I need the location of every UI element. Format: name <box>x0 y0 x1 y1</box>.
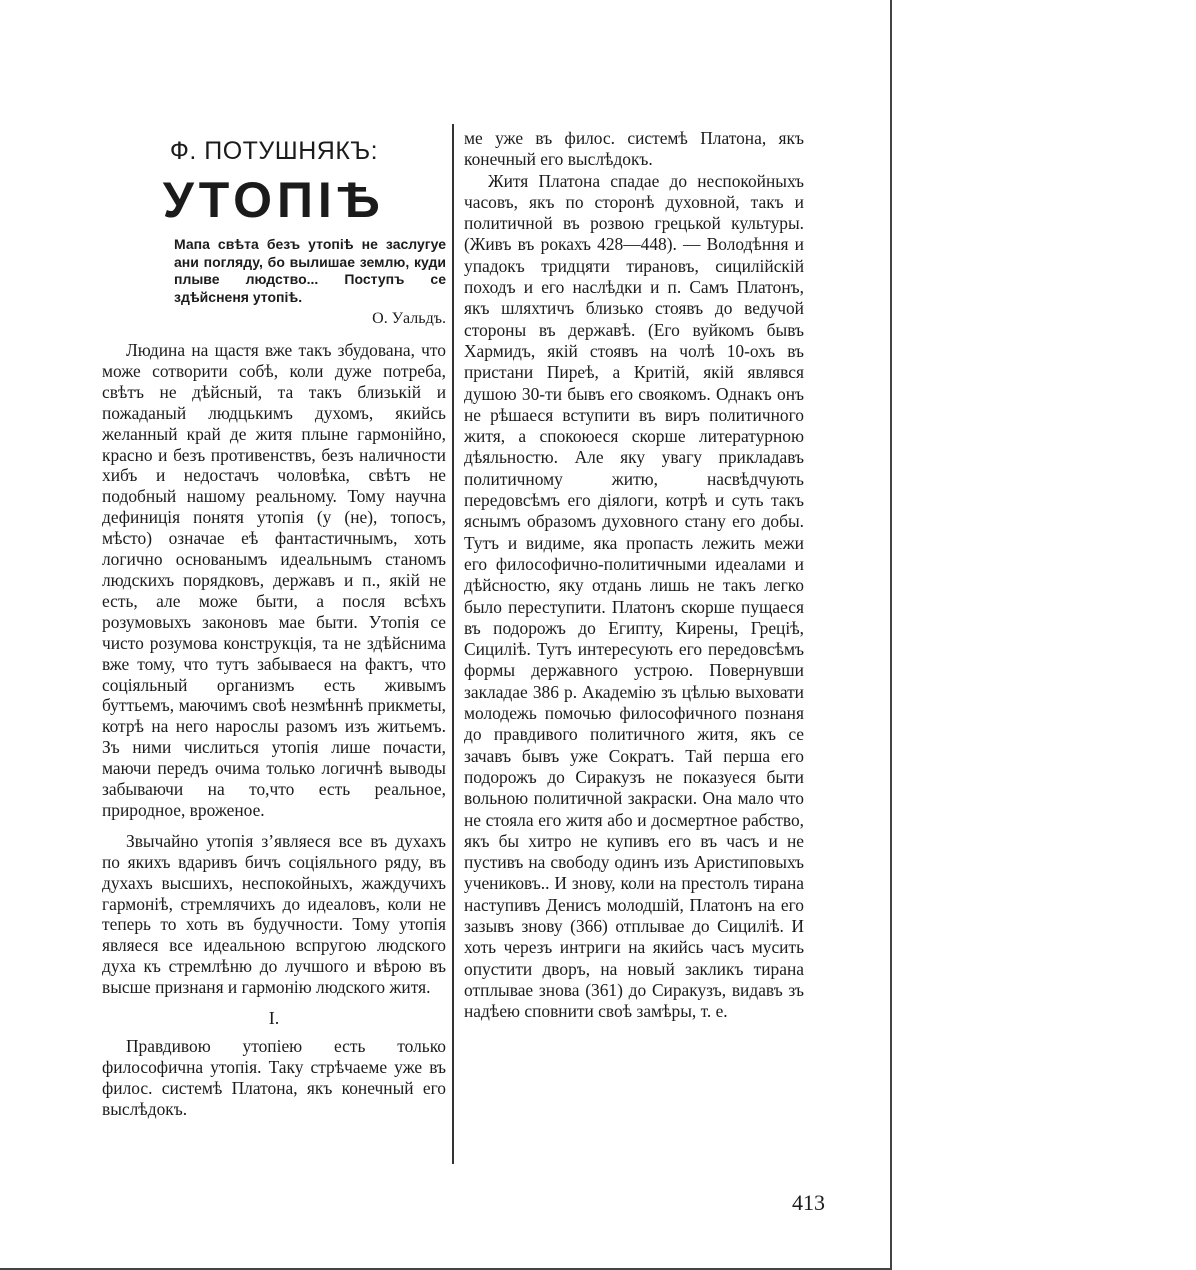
epigraph-text: Мапа свѣта безъ утопіѣ не заслугуе ани погляду, бо вылишае землю, куди плыве людство... Поступъ се здѣйсненя утопіѣ. <box>174 236 446 305</box>
left-column <box>102 136 446 1120</box>
page-number: 413 <box>792 1190 825 1215</box>
section-number: I. <box>268 1008 280 1029</box>
column-divider <box>452 124 454 1164</box>
paragraph-platon: Житя Платона спадае до неспокойныхъ часовъ, якъ по сторонѣ духовной, такъ и политичной въ розвою грецькой культуры. (Живъ въ рокахъ 428—448). — Володѣння и упадокъ тридцяти тирановъ, сицилійскій походъ и его наслѣдки и п. Самъ Платонъ, якъ шляхтичъ близько стоявъ до ведучой стороны въ державѣ. (Его вуйкомъ бывъ Хармидъ, якій стоявъ на чолѣ 10-охъ въ пристани Пиреѣ, а Критій, якій являвся душою 30-ти бывъ его своякомъ. Однакъ онъ не рѣшаеся вступити въ виръ политичного житя, а спокоюеся скорше литературною дѣяльностю. Але яку увагу прикладавъ политичному житю, насвѣдчують передовсѣмъ его діялоги, котрѣ и суть такъ яснымъ образомъ духовного стану его добы. Тутъ и видиме, яка пропасть лежить межи его философично-политичными идеалами и дѣйсностю, яку отдань лишь не такъ легко было переступити. Платонъ скорше пущаеся въ подорожъ до Египту, Кирены, Грецiѣ, Сициліѣ. Тутъ интересують его передовсѣмъ формы державного устрою. Повернувши закладае 386 р. Академію зъ цѣлью выховати молодежь помочью философичного познаня до правдивого политичного житя, якъ се зачавъ бывъ уже Сократъ. Тай перша его подорожъ до Сиракузъ не показуеся быти вольною политичной закраски. Она мало что не стояла его житя або и досмертное рабство, якъ бы хитро не купивъ его въ часъ и не пустивъ на свободу одинъ изъ Аристиповыхъ учениковъ.. И знову, коли на престолъ тирана наступивъ Денисъ молодшій, Платонъ на его зазывъ знову (366) отплывае до Сициліѣ. И хоть черезъ интриги на якийсь часъ мусить опустити дворъ, на новый закликъ тирана отплывае знова (361) до Сиракузъ, видавъ зъ надѣею сповнити своѣ замѣры, т. е. <box>464 170 804 1022</box>
paragraph-2: Звычайно утопія з’являеся все въ духахъ по якихъ вдаривъ бичъ соціяльного ряду, въ духахъ высшихъ, неспокойныхъ, жаждучихъ гармоніѣ, стремлячихъ до идеаловъ, коли не теперь то хоть въ будучности. Тому утопія являеся все идеальною вспругою людского духа къ стремлѣню до лучшого и вѣрою въ высше признаня и гармонію людского житя. <box>102 830 446 998</box>
right-column <box>464 128 804 1022</box>
paragraph-3: Правдивою утопіею есть только философична утопія. Таку стрѣчаеме уже въ филос. системѣ Платона, якъ конечный его выслѣдокъ. <box>102 1036 446 1119</box>
article-title: УТОПІѢ <box>162 172 386 228</box>
paragraph-continuation: ме уже въ филос. системѣ Платона, якъ конечный его выслѣдокъ. <box>464 128 804 170</box>
epigraph-author: О. Уальдъ. <box>372 310 446 327</box>
paragraph-1: Людина на щастя вже такъ збудована, что може сотворити собѣ, коли дуже потреба, свѣтъ не дѣйсный, та такъ близькій и пожаданый людцькимъ духомъ, якийсь желанный край де житя плыне гармонійно, красно и безъ противенствъ, безъ наличности хибъ и недостачъ чоловѣка, свѣтъ не подобный нашому реальному. Тому научна дефиниція понятя утопія (у (не), топосъ, мѣсто) означае еѣ фантастичнымъ, хоть логично основанымъ идеальнымъ станомъ людскихъ порядковъ, державъ и п., якій не есть, але може быти, а посля всѣхъ розумовыхъ законовъ мае быти. Утопія се чисто розумова конструкція, та не здѣйснима вже тому, что тутъ забываеся на фактъ, что соціяльный организмъ есть живымъ буттьемъ, маючимъ своѣ незмѣннѣ прикметы, котрѣ на него нарослы разомъ изъ житьемъ. Зъ ними числиться утопія лише почасти, маючи передъ очима только логичнѣ выводы забываючи на то,что есть реальное, природное, вроженое. <box>102 340 446 820</box>
article-author: Ф. ПОТУШНЯКЪ: <box>169 137 379 165</box>
